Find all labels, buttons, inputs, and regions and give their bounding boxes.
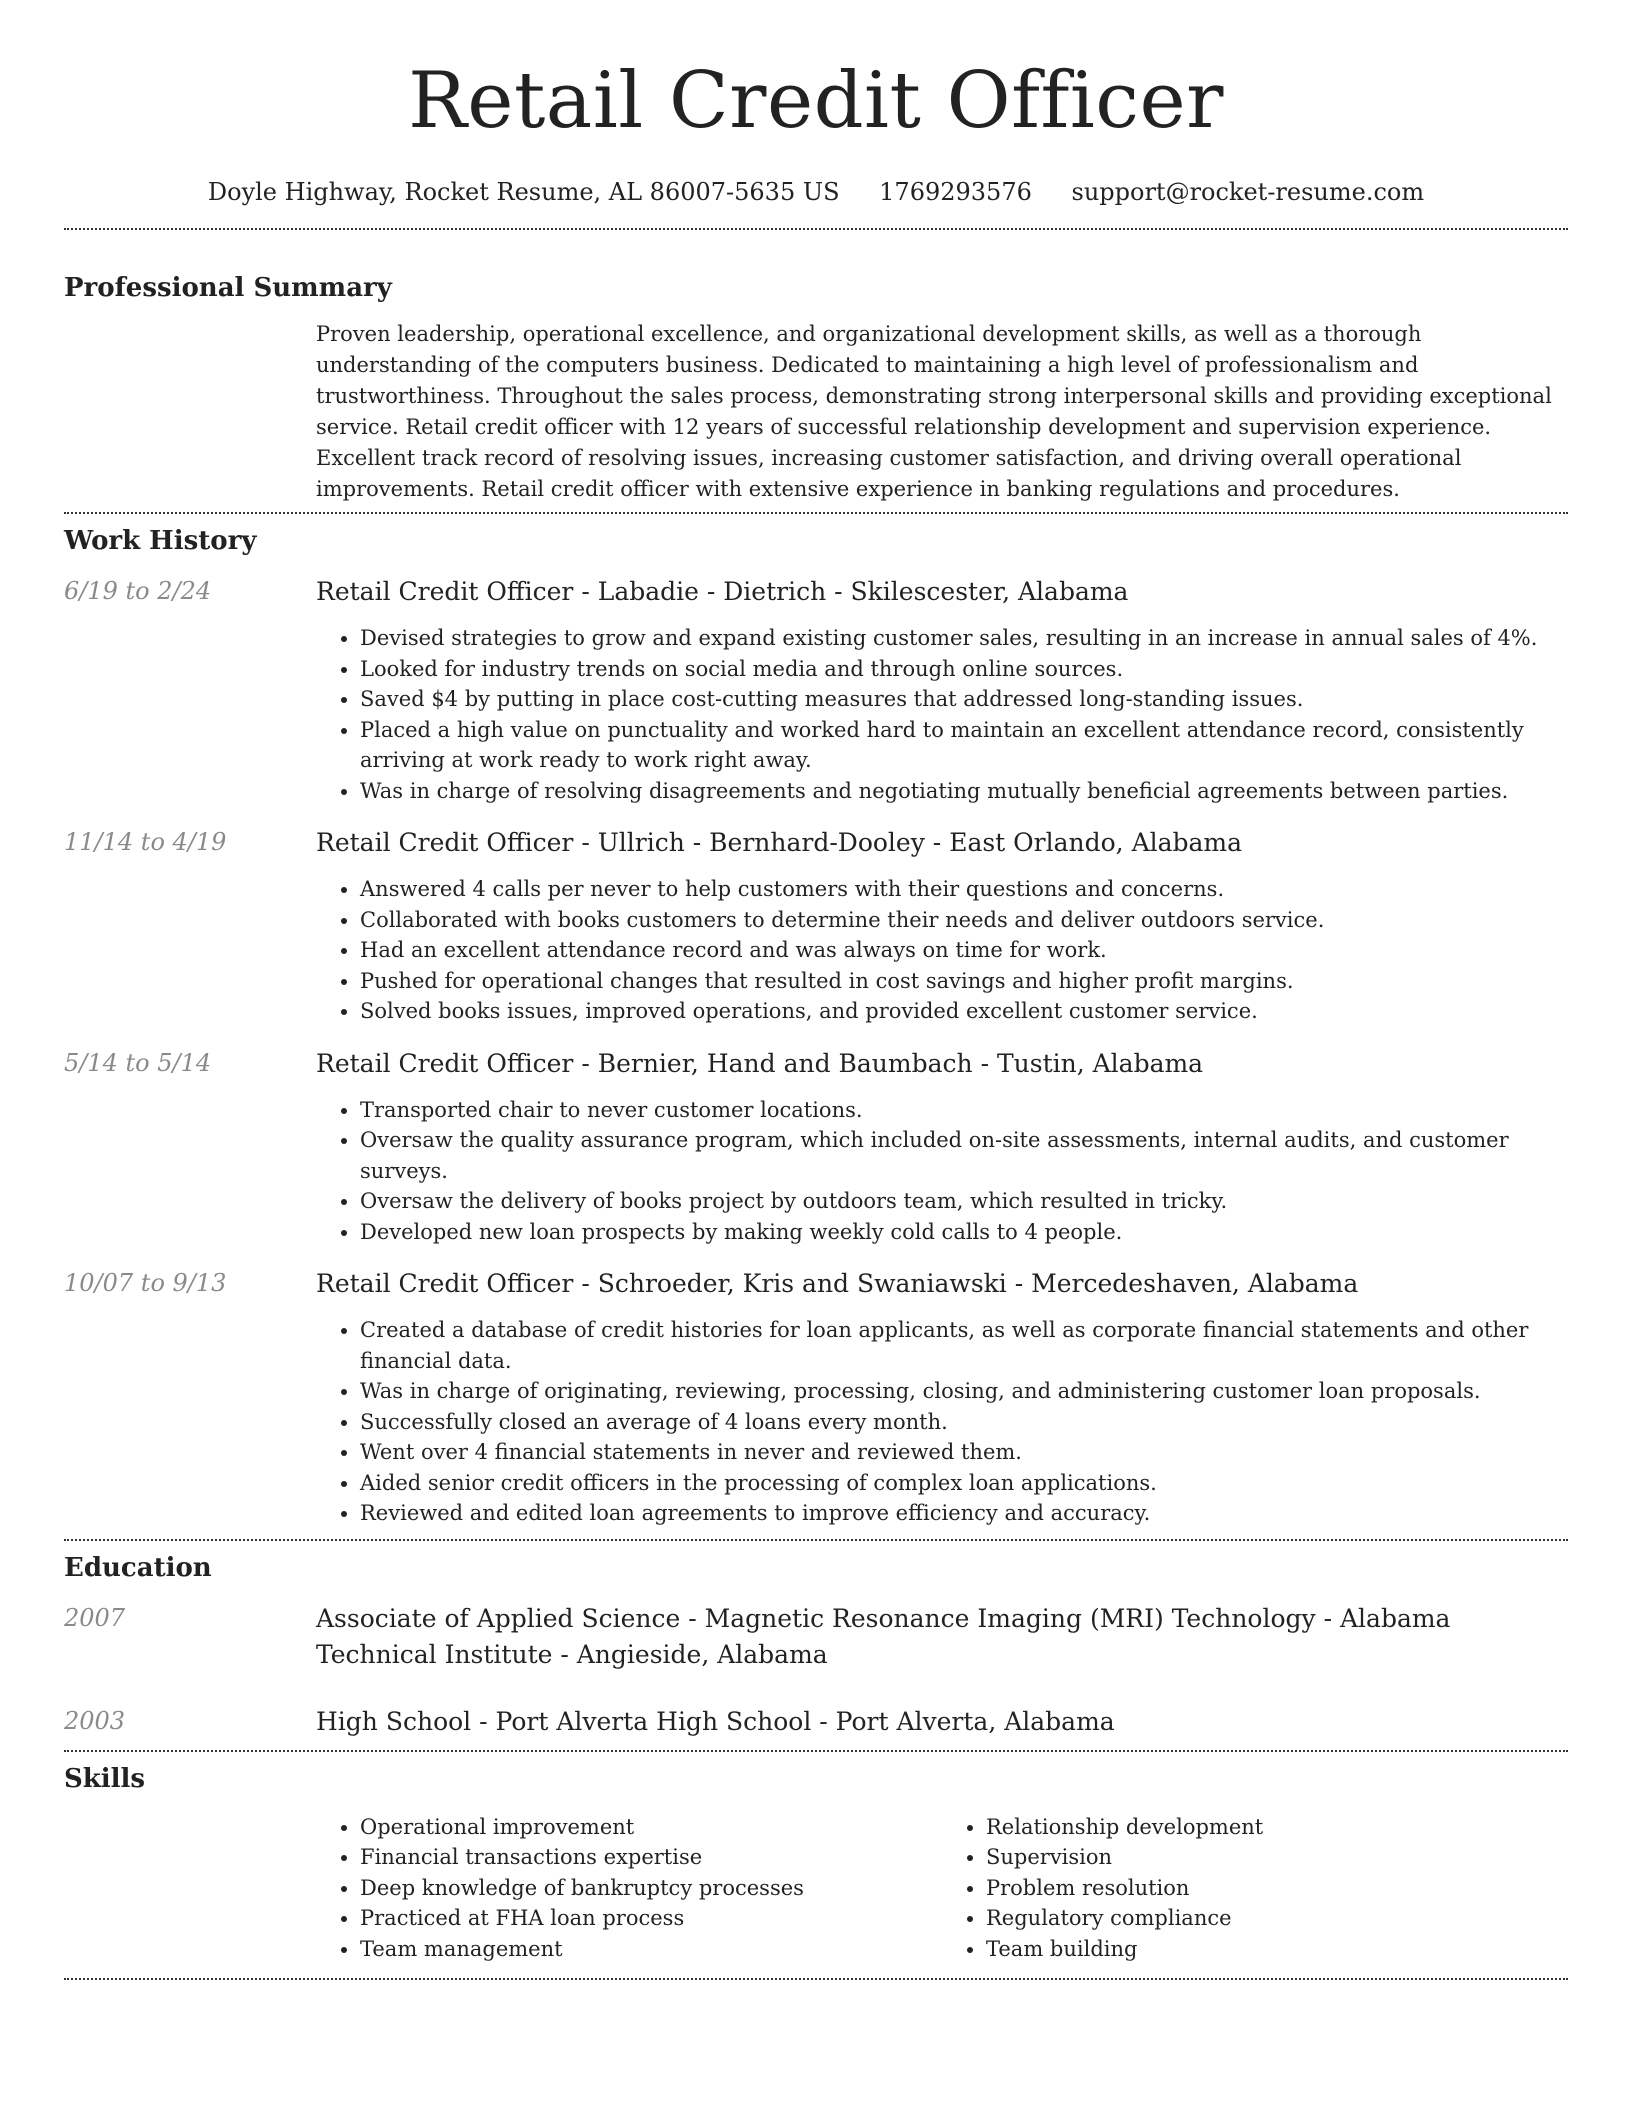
education-heading: Associate of Applied Science - Magnetic Resonance Imaging (MRI) Technology - Alabama Technical Institute - Angieside, Alabama — [316, 1603, 1451, 1669]
list-item: • Was in charge of originating, reviewing, processing, closing, and administering customer loan proposals. — [360, 1376, 1568, 1407]
list-item: • Operational improvement — [360, 1812, 942, 1843]
list-item: • Supervision — [986, 1842, 1568, 1873]
list-item: • Oversaw the quality assurance program, which included on-site assessments, internal audits, and customer surveys. — [360, 1125, 1568, 1186]
list-item: • Team building — [986, 1934, 1568, 1965]
list-item: • Oversaw the delivery of books project by outdoors team, which resulted in tricky. — [360, 1186, 1568, 1217]
job-dates: 6/19 to 2/24 — [64, 577, 212, 605]
skills-column-2 — [942, 1812, 1568, 1965]
work-history-section — [64, 524, 1568, 1529]
education-year: 2003 — [64, 1706, 126, 1735]
section-divider — [64, 1750, 1568, 1752]
job-dates: 5/14 to 5/14 — [64, 1048, 212, 1077]
section-divider — [64, 1978, 1568, 1980]
list-item: • Successfully closed an average of 4 loans every month. — [360, 1407, 1568, 1438]
list-item: • Team management — [360, 1934, 942, 1965]
list-item: • Problem resolution — [986, 1873, 1568, 1904]
list-item: • Looked for industry trends on social media and through online sources. — [360, 654, 1568, 685]
summary-section — [64, 271, 1568, 505]
contact-phone: 1769293576 — [879, 178, 1032, 206]
section-divider — [64, 1539, 1568, 1541]
section-divider — [64, 228, 1568, 230]
job-bullets — [316, 1315, 1568, 1529]
list-item: • Developed new loan prospects by making weekly cold calls to 4 people. — [360, 1217, 1568, 1248]
job-dates: 11/14 to 4/19 — [64, 828, 227, 856]
skills-column-1 — [316, 1812, 942, 1965]
job-bullets — [316, 623, 1568, 806]
education-section — [64, 1551, 1568, 1740]
list-item: • Was in charge of resolving disagreements and negotiating mutually beneficial agreements between parties. — [360, 776, 1568, 807]
list-item: • Practiced at FHA loan process — [360, 1903, 942, 1934]
list-item: • Deep knowledge of bankruptcy processes — [360, 1873, 942, 1904]
list-item: • Answered 4 calls per never to help customers with their questions and concerns. — [360, 874, 1568, 905]
education-year: 2007 — [64, 1603, 126, 1632]
contact-line — [64, 176, 1568, 208]
job-entry — [64, 825, 1568, 1027]
section-divider — [64, 512, 1568, 514]
section-title-work: Work History — [64, 526, 257, 556]
education-entry — [64, 1704, 1568, 1740]
job-entry — [64, 1046, 1568, 1248]
list-item: • Created a database of credit histories for loan applicants, as well as corporate financial statements and other financial data. — [360, 1315, 1568, 1376]
section-title-summary: Professional Summary — [64, 273, 392, 303]
resume-name: Retail Credit Officer — [408, 56, 1224, 146]
list-item: • Financial transactions expertise — [360, 1842, 942, 1873]
contact-address: Doyle Highway, Rocket Resume, AL 86007-5635 US — [207, 178, 840, 206]
job-heading: Retail Credit Officer - Ullrich - Bernhard-Dooley - East Orlando, Alabama — [316, 828, 1243, 857]
list-item: • Collaborated with books customers to determine their needs and deliver outdoors service. — [360, 905, 1568, 936]
list-item: • Reviewed and edited loan agreements to improve efficiency and accuracy. — [360, 1498, 1568, 1529]
skills-section — [64, 1762, 1568, 1965]
job-bullets — [316, 874, 1568, 1027]
job-bullets — [316, 1095, 1568, 1248]
job-entry — [64, 574, 1568, 806]
list-item: • Aided senior credit officers in the processing of complex loan applications. — [360, 1468, 1568, 1499]
list-item: • Had an excellent attendance record and was always on time for work. — [360, 935, 1568, 966]
list-item: • Pushed for operational changes that resulted in cost savings and higher profit margins. — [360, 966, 1568, 997]
list-item: • Regulatory compliance — [986, 1903, 1568, 1934]
list-item: • Saved $4 by putting in place cost-cutting measures that addressed long-standing issues. — [360, 684, 1568, 715]
job-heading: Retail Credit Officer - Labadie - Dietrich - Skilescester, Alabama — [316, 577, 1129, 606]
job-entry — [64, 1266, 1568, 1529]
list-item: • Went over 4 financial statements in never and reviewed them. — [360, 1437, 1568, 1468]
education-heading: High School - Port Alverta High School - Port Alverta, Alabama — [316, 1706, 1115, 1736]
contact-email: support@rocket-resume.com — [1071, 178, 1425, 206]
job-heading: Retail Credit Officer - Schroeder, Kris and Swaniawski - Mercedeshaven, Alabama — [316, 1269, 1359, 1298]
section-title-skills: Skills — [64, 1763, 146, 1794]
list-item: • Solved books issues, improved operations, and provided excellent customer service. — [360, 996, 1568, 1027]
job-heading: Retail Credit Officer - Bernier, Hand and Baumbach - Tustin, Alabama — [316, 1048, 1204, 1078]
job-dates: 10/07 to 9/13 — [64, 1269, 227, 1297]
list-item: • Relationship development — [986, 1812, 1568, 1843]
education-entry — [64, 1601, 1568, 1673]
list-item: • Devised strategies to grow and expand existing customer sales, resulting in an increase in annual sales of 4%. — [360, 623, 1568, 654]
section-title-education: Education — [64, 1552, 212, 1583]
list-item: • Transported chair to never customer locations. — [360, 1095, 1568, 1126]
summary-text: Proven leadership, operational excellence, and organizational development skills, as well as a thorough understanding of the computers business. Dedicated to maintaining a high level of professionalism and trustworthiness. Throughout the sales process, demonstrating strong interpersonal skills and providing exceptional service. Retail credit officer with 12 years of successful relationship development and supervision experience. Excellent track record of resolving issues, increasing customer satisfaction, and driving overall operational improvements. Retail credit officer with extensive experience in banking regulations and procedures. — [316, 322, 1552, 501]
list-item: • Placed a high value on punctuality and worked hard to maintain an excellent attendance record, consistently arriving at work ready to work right away. — [360, 715, 1568, 776]
